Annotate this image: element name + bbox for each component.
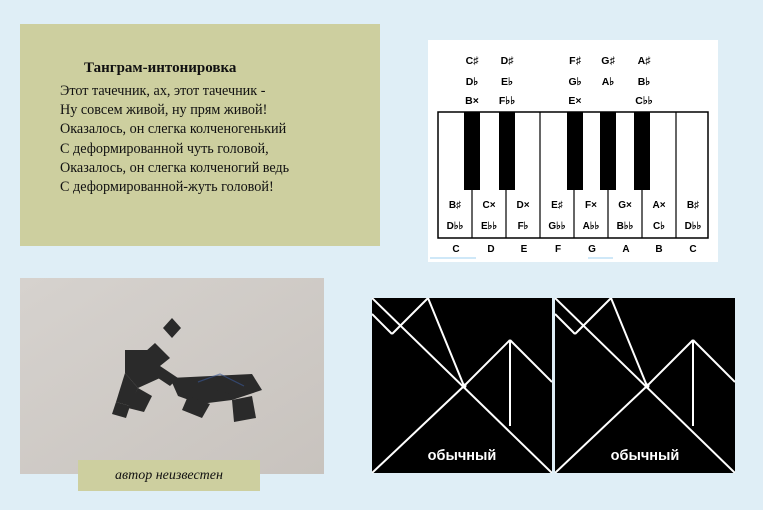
note-label: D×: [516, 200, 530, 211]
note-label: A♭: [601, 76, 615, 88]
poem-title: Танграм-интонировка: [84, 60, 237, 76]
key-name-label: F: [554, 244, 562, 255]
note-label: F♭: [517, 221, 529, 232]
key-name-label: B: [655, 244, 663, 255]
photo-caption-box: [78, 460, 260, 491]
note-label: B♭: [637, 76, 651, 88]
note-label: G♭: [568, 76, 582, 88]
note-label: B×: [465, 95, 479, 107]
black-key: [634, 112, 650, 190]
note-label: E♭♭: [480, 221, 498, 232]
note-label: B♯: [448, 200, 462, 211]
note-label: D♭: [465, 76, 479, 88]
key-name-label: A: [622, 244, 630, 255]
poem-line: Ну совсем живой, ну прям живой!: [60, 102, 268, 119]
note-label: D♭♭: [446, 221, 464, 232]
note-label: C×: [482, 200, 496, 211]
note-label: G♯: [601, 55, 615, 67]
key-name-label: C: [689, 244, 697, 255]
black-key: [499, 112, 515, 190]
note-label: D♯: [500, 55, 514, 67]
tangram-label: обычный: [610, 448, 680, 464]
note-label: B♭♭: [616, 221, 634, 232]
poem-line: С деформированной-жуть головой!: [60, 179, 274, 196]
note-label: G×: [618, 200, 632, 211]
note-label: B♯: [686, 200, 700, 211]
key-name-label: D: [487, 244, 495, 255]
note-label: C♭♭: [635, 95, 653, 107]
key-name-label: E: [520, 244, 528, 255]
black-key: [567, 112, 583, 190]
wheelbarrow-man-silhouette: [20, 278, 324, 474]
key-name-label: G: [588, 244, 596, 255]
key-name-label: C: [452, 244, 460, 255]
piano-keyboard-diagram: [428, 40, 718, 262]
note-label: D♭♭: [684, 221, 702, 232]
black-key: [464, 112, 480, 190]
note-label: A♯: [637, 55, 651, 67]
note-label: E♭: [501, 76, 513, 88]
piano-svg: [428, 40, 718, 262]
poem-panel: [20, 24, 380, 246]
note-label: C♭: [653, 221, 665, 232]
note-label: E♯: [551, 200, 563, 211]
poem-line: Этот тачечник, ах, этот тачечник -: [60, 83, 266, 99]
note-label: C♯: [465, 55, 479, 67]
tangram-diagram: [555, 298, 735, 473]
tangram-lines: [372, 298, 552, 473]
tangram-diagram: [372, 298, 552, 473]
note-label: A♭♭: [582, 221, 600, 232]
tangram-photo: [20, 278, 324, 474]
poem-text: [60, 82, 289, 197]
black-key: [600, 112, 616, 190]
poem-line: Оказалось, он слегка колченогенький: [60, 121, 287, 138]
tangram-label: обычный: [427, 448, 497, 464]
note-label: E×: [568, 95, 582, 107]
note-label: F♯: [569, 55, 581, 67]
note-label: G♭♭: [548, 221, 566, 232]
tangram-lines: [555, 298, 735, 473]
note-label: A×: [652, 200, 666, 211]
note-label: F×: [585, 200, 597, 211]
note-label: F♭♭: [498, 95, 516, 107]
photo-caption: автор неизвестен: [115, 467, 223, 483]
poem-line: С деформированной чуть головой,: [60, 140, 269, 157]
poem-line: Оказалось, он слегка колченогий ведь: [60, 159, 290, 176]
